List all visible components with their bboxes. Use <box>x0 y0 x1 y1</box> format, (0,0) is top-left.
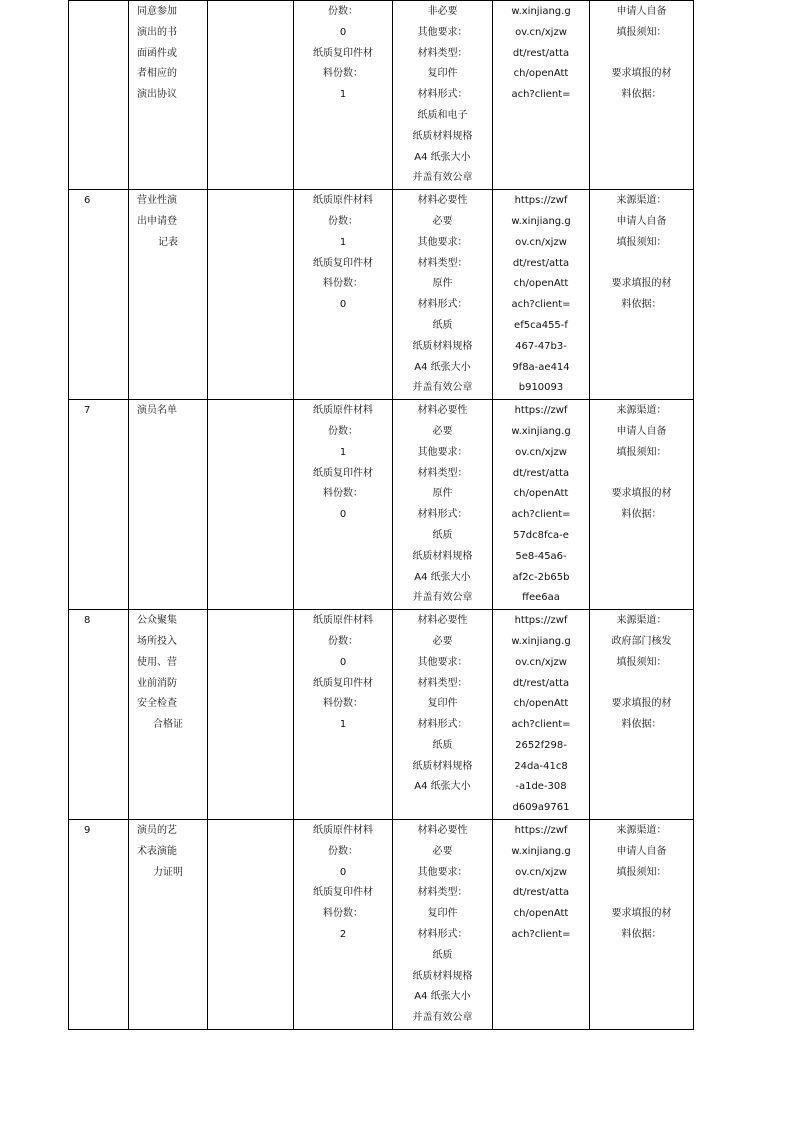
materials-table-body <box>69 1 694 1030</box>
material-count-line: 纸质原件材料 <box>313 405 373 417</box>
material-url-line: 2652f298- <box>515 739 567 751</box>
material-source-line: 要求填报的材 <box>611 908 672 920</box>
material-name-line: 合格证 <box>153 719 183 731</box>
material-source-line: 要求填报的材 <box>611 488 672 500</box>
row-number-cell <box>69 1 129 190</box>
material-requirement-cell <box>393 1 493 190</box>
material-count-line: 纸质复印件材 <box>313 677 373 689</box>
material-count-cell <box>294 820 393 1030</box>
material-name-line: 记表 <box>158 236 178 248</box>
empty-cell <box>208 190 294 400</box>
material-name-line: 面函件或 <box>137 47 177 59</box>
material-source-line <box>590 883 693 904</box>
material-count-line: 纸质复印件材 <box>313 467 373 479</box>
material-url-line: -a1de-308 <box>515 781 567 793</box>
material-count-line: 料份数： <box>323 908 363 920</box>
material-source-line: 料依据： <box>621 929 662 941</box>
material-requirement-line: 材料形式： <box>417 509 468 521</box>
material-source-line: 填报须知： <box>616 446 667 458</box>
material-url-line: https://zwf <box>514 825 568 837</box>
material-source-line: 料依据： <box>621 509 662 521</box>
material-source-line: 申请人自备 <box>616 425 667 437</box>
material-requirement-line: 其他要求： <box>417 656 468 668</box>
material-count-cell <box>294 190 393 400</box>
material-url-line: ach?client= <box>511 719 571 731</box>
material-url-line: dt/rest/atta <box>512 47 570 59</box>
material-url-line: ffee6aa <box>522 592 560 604</box>
material-name-cell <box>129 610 208 820</box>
material-source-line <box>590 254 693 275</box>
material-requirement-line: 纸质 <box>432 319 453 331</box>
material-requirement-line: 纸质材料规格 <box>412 130 473 142</box>
material-name-cell <box>129 400 208 610</box>
empty-cell <box>208 400 294 610</box>
material-name-line: 业前消防 <box>137 677 177 689</box>
material-count-line: 0 <box>339 866 347 878</box>
material-url-line: dt/rest/atta <box>512 887 570 899</box>
material-url-line: w.xinjiang.g <box>511 6 571 17</box>
material-url-line: d609a9761 <box>512 802 570 814</box>
material-name-line: 使用、营 <box>137 656 177 668</box>
material-url-line: 57dc8fca-e <box>513 529 569 541</box>
material-name-line: 演员名单 <box>137 405 177 417</box>
material-name-line: 演出协议 <box>137 89 177 101</box>
material-url-line: af2c-2b65b <box>512 571 570 583</box>
empty-cell <box>208 820 294 1030</box>
material-count-line: 纸质复印件材 <box>313 887 373 899</box>
material-count-line: 纸质原件材料 <box>313 195 373 207</box>
material-url-line: ch/openAtt <box>513 488 569 500</box>
material-url-cell <box>493 400 590 610</box>
material-requirement-line: 并盖有效公章 <box>412 382 473 394</box>
material-source-line: 填报须知： <box>616 656 667 668</box>
material-requirement-line: 原件 <box>432 278 453 290</box>
material-name-line: 者相应的 <box>137 68 177 80</box>
material-url-line: https://zwf <box>514 405 568 417</box>
material-count-line: 份数： <box>328 845 358 857</box>
material-url-line: ach?client= <box>511 509 571 521</box>
material-source-line: 填报须知： <box>616 236 667 248</box>
material-requirement-line: A4 纸张大小 <box>414 571 471 583</box>
material-requirement-line: 纸质 <box>432 529 453 541</box>
material-name-line: 出申请登 <box>137 215 177 227</box>
material-source-line: 要求填报的材 <box>611 278 672 290</box>
material-requirement-line: 材料形式： <box>417 719 468 731</box>
material-requirement-line: 非必要 <box>427 6 458 17</box>
material-source-line: 申请人自备 <box>616 215 667 227</box>
material-requirement-line: 复印件 <box>427 908 458 920</box>
material-count-line: 料份数： <box>323 278 363 290</box>
material-url-line: ov.cn/xjzw <box>515 26 567 38</box>
material-name-line: 演出的书 <box>137 26 177 38</box>
material-url-line: 5e8-45a6- <box>515 550 567 562</box>
material-url-line: w.xinjiang.g <box>511 425 571 437</box>
material-url-line: w.xinjiang.g <box>511 845 571 857</box>
material-requirement-line: 必要 <box>432 425 453 437</box>
row-number-cell <box>69 400 129 610</box>
material-url-line: dt/rest/atta <box>512 467 570 479</box>
material-requirement-line: 材料类型： <box>417 257 468 269</box>
material-count-line: 纸质原件材料 <box>313 825 373 837</box>
material-count-line: 料份数： <box>323 698 363 710</box>
material-url-line: ach?client= <box>511 299 571 311</box>
material-url-cell <box>493 820 590 1030</box>
material-source-line <box>590 674 693 695</box>
material-requirement-line: A4 纸张大小 <box>414 781 471 793</box>
material-source-line: 政府部门核发 <box>611 635 672 647</box>
row-number-cell <box>69 820 129 1030</box>
material-url-cell <box>493 610 590 820</box>
table-row <box>69 610 694 820</box>
table-row <box>69 400 694 610</box>
material-requirement-line: 必要 <box>432 845 453 857</box>
material-requirement-line: 纸质材料规格 <box>412 550 473 562</box>
material-url-line: dt/rest/atta <box>512 677 570 689</box>
table-row <box>69 1 694 190</box>
material-source-line: 料依据： <box>621 719 662 731</box>
material-count-line: 0 <box>339 656 347 668</box>
material-name-cell <box>129 1 208 190</box>
row-number: 8 <box>84 615 91 627</box>
material-source-line: 来源渠道： <box>616 405 667 417</box>
material-requirement-line: 材料必要性 <box>417 405 468 417</box>
table-row <box>69 190 694 400</box>
row-number: 6 <box>84 195 91 207</box>
material-requirement-line: 材料类型： <box>417 467 468 479</box>
material-url-line: 24da-41c8 <box>514 760 568 772</box>
material-count-line: 0 <box>339 299 347 311</box>
material-requirement-line: 纸质 <box>432 949 453 961</box>
material-source-cell <box>590 610 694 820</box>
material-requirement-line: A4 纸张大小 <box>414 361 471 373</box>
materials-table <box>68 0 694 1030</box>
material-url-line: w.xinjiang.g <box>511 635 571 647</box>
material-url-line: ach?client= <box>511 89 571 101</box>
material-name-line: 公众聚集 <box>137 615 177 627</box>
material-count-cell <box>294 610 393 820</box>
material-url-line: ch/openAtt <box>513 68 569 80</box>
row-number: 9 <box>84 825 91 837</box>
material-requirement-line: 原件 <box>432 488 453 500</box>
material-count-line: 2 <box>339 929 347 941</box>
material-name-cell <box>129 820 208 1030</box>
material-count-line: 1 <box>339 719 347 731</box>
material-requirement-line: 材料类型： <box>417 887 468 899</box>
material-source-line: 来源渠道： <box>616 615 667 627</box>
material-source-line <box>590 44 693 65</box>
material-requirement-line: A4 纸张大小 <box>414 151 471 163</box>
material-requirement-line: 其他要求： <box>417 26 468 38</box>
material-url-line: ov.cn/xjzw <box>515 236 567 248</box>
material-source-line: 来源渠道： <box>616 195 667 207</box>
material-count-line: 1 <box>339 236 347 248</box>
material-url-line: dt/rest/atta <box>512 257 570 269</box>
material-count-cell <box>294 400 393 610</box>
material-count-line: 纸质复印件材 <box>313 47 373 59</box>
material-requirement-line: 必要 <box>432 635 453 647</box>
row-number-cell <box>69 610 129 820</box>
material-count-line: 1 <box>339 89 347 101</box>
material-requirement-line: 并盖有效公章 <box>412 592 473 604</box>
material-url-line: b910093 <box>518 382 564 394</box>
material-requirement-line: 并盖有效公章 <box>412 172 473 184</box>
material-name-line: 术表演能 <box>137 845 177 857</box>
material-requirement-cell <box>393 610 493 820</box>
material-count-line: 份数： <box>328 425 358 437</box>
material-requirement-line: 必要 <box>432 215 453 227</box>
material-requirement-line: 其他要求： <box>417 236 468 248</box>
material-source-line: 料依据： <box>621 299 662 311</box>
material-count-line: 纸质原件材料 <box>313 615 373 627</box>
material-url-line: ov.cn/xjzw <box>515 866 567 878</box>
material-count-line: 料份数： <box>323 488 363 500</box>
material-source-line: 申请人自备 <box>616 845 667 857</box>
material-requirement-line: 材料形式： <box>417 929 468 941</box>
material-url-line: w.xinjiang.g <box>511 215 571 227</box>
material-url-line: ov.cn/xjzw <box>515 446 567 458</box>
material-requirement-line: 其他要求： <box>417 866 468 878</box>
material-source-line: 要求填报的材 <box>611 698 672 710</box>
material-source-line: 要求填报的材 <box>611 68 672 80</box>
material-count-line: 料份数： <box>323 68 363 80</box>
row-number: 7 <box>84 405 91 417</box>
material-url-line: 467-47b3- <box>515 340 567 352</box>
material-url-line: https://zwf <box>514 195 568 207</box>
material-requirement-cell <box>393 400 493 610</box>
material-url-line: https://zwf <box>514 615 568 627</box>
material-requirement-cell <box>393 820 493 1030</box>
empty-cell <box>208 610 294 820</box>
material-url-line: ach?client= <box>511 929 571 941</box>
material-url-line: 9f8a-ae414 <box>512 361 570 373</box>
material-name-line: 营业性演 <box>137 195 177 207</box>
material-source-cell <box>590 190 694 400</box>
material-url-line: ov.cn/xjzw <box>515 656 567 668</box>
material-requirement-line: 纸质和电子 <box>417 109 468 121</box>
material-requirement-cell <box>393 190 493 400</box>
material-count-line: 份数： <box>328 215 358 227</box>
material-requirement-line: 纸质材料规格 <box>412 340 473 352</box>
material-source-line: 来源渠道： <box>616 825 667 837</box>
material-requirement-line: 其他要求： <box>417 446 468 458</box>
row-number <box>69 1 128 2</box>
material-source-line: 料依据： <box>621 89 662 101</box>
row-number-cell <box>69 190 129 400</box>
material-requirement-line: A4 纸张大小 <box>414 991 471 1003</box>
material-requirement-line: 并盖有效公章 <box>412 1012 473 1024</box>
material-name-cell <box>129 190 208 400</box>
material-name-line: 场所投入 <box>137 635 177 647</box>
material-requirement-line: 材料形式： <box>417 89 468 101</box>
material-url-line: ch/openAtt <box>513 698 569 710</box>
empty-cell <box>208 1 294 190</box>
material-count-line: 0 <box>339 509 347 521</box>
material-source-line: 填报须知： <box>616 26 667 38</box>
material-url-cell <box>493 1 590 190</box>
material-source-cell <box>590 400 694 610</box>
material-count-line: 份数： <box>328 635 358 647</box>
material-url-line: ef5ca455-f <box>514 319 568 331</box>
material-count-line: 1 <box>339 446 347 458</box>
material-requirement-line: 材料必要性 <box>417 195 468 207</box>
material-count-line: 纸质复印件材 <box>313 257 373 269</box>
table-row <box>69 820 694 1030</box>
material-name-line: 演员的艺 <box>137 825 177 837</box>
material-url-line: ch/openAtt <box>513 278 569 290</box>
material-count-line: 0 <box>339 26 347 38</box>
material-name-line: 力证明 <box>153 866 183 878</box>
material-requirement-line: 材料必要性 <box>417 825 468 837</box>
material-count-line: 份数： <box>328 6 358 17</box>
material-requirement-line: 材料形式： <box>417 299 468 311</box>
material-source-line <box>590 464 693 485</box>
material-requirement-line: 纸质 <box>432 739 453 751</box>
material-requirement-line: 材料类型： <box>417 677 468 689</box>
material-requirement-line: 材料必要性 <box>417 615 468 627</box>
material-requirement-line: 材料类型： <box>417 47 468 59</box>
material-source-cell <box>590 1 694 190</box>
material-requirement-line: 纸质材料规格 <box>412 970 473 982</box>
material-source-line: 申请人自备 <box>616 6 667 17</box>
material-requirement-line: 纸质材料规格 <box>412 760 473 772</box>
material-url-cell <box>493 190 590 400</box>
material-requirement-line: 复印件 <box>427 68 458 80</box>
material-count-cell <box>294 1 393 190</box>
material-url-line: ch/openAtt <box>513 908 569 920</box>
material-source-cell <box>590 820 694 1030</box>
material-requirement-line: 复印件 <box>427 698 458 710</box>
material-name-line: 安全检查 <box>137 698 177 710</box>
material-source-line: 填报须知： <box>616 866 667 878</box>
material-name-line: 同意参加 <box>137 6 177 17</box>
